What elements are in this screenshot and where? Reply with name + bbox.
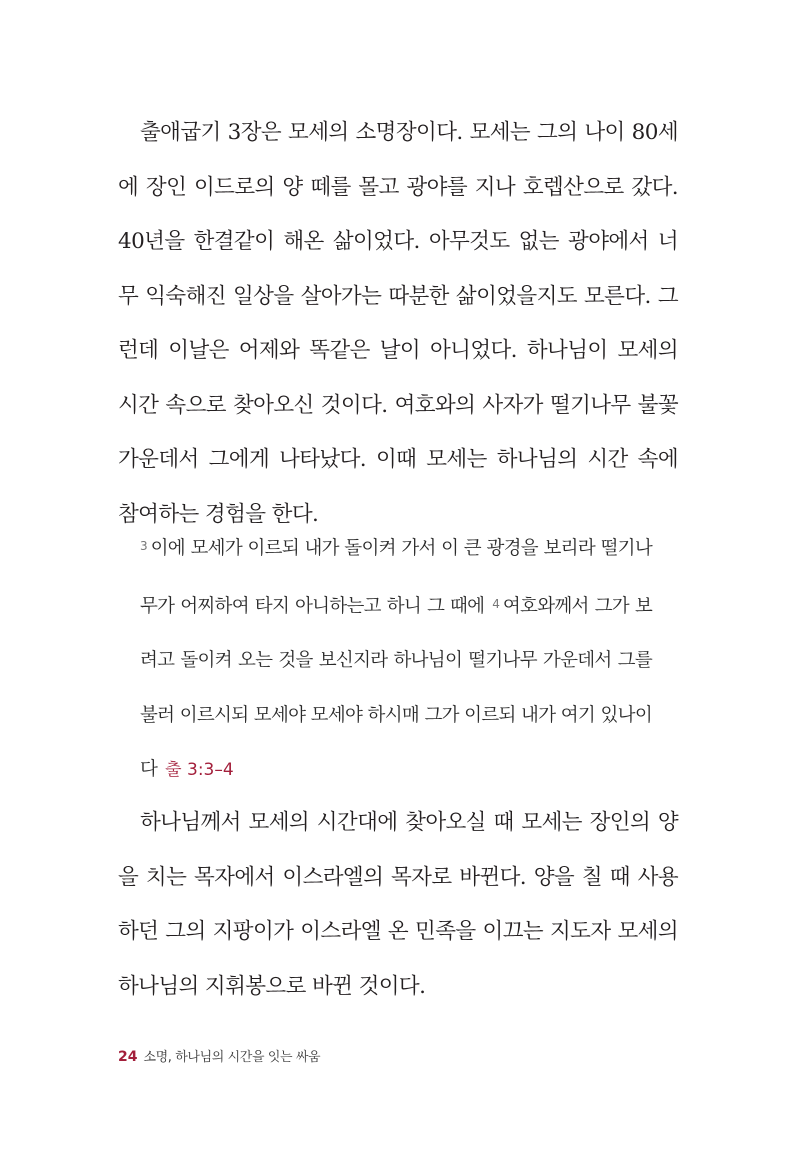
body-paragraph-2	[118, 796, 678, 1014]
body-paragraph-1-text: 출애굽기 3장은 모세의 소명장이다. 모세는 그의 나이 80세에 장인 이드로의 양 떼를 몰고 광야를 지나 호렙산으로 갔다. 40년을 한결같이 해온 삶이었다. 아무것도 없는 광야에서 너무 익숙해진 일상을 살아가는 따분한 삶이었을지도 모른다. 그런데 이날은 어제와 똑같은 날이 아니었다. 하나님이 모세의 시간 속으로 찾아오신 것이다. 여호와의 사자가 떨기나무 불꽃 가운데서 그에게 나타났다. 이때 모세는 하나님의 시간 속에 참여하는 경험을 한다.	[118, 120, 678, 527]
verse-text-4: 여호와께서 그가 보려고 돌이켜 오는 것을 보신지라 하나님이 떨기나무 가운데서 그를 불러 이르시되 모세야 모세야 하시매 그가 이르되 내가 여기 있나이다	[140, 595, 652, 780]
body-paragraph-1	[118, 106, 678, 542]
body-paragraph-2-text: 하나님께서 모세의 시간대에 찾아오실 때 모세는 장인의 양을 치는 목자에서 이스라엘의 목자로 바뀐다. 양을 칠 때 사용하던 그의 지팡이가 이스라엘 온 민족을 이끄는 지도자 모세의 하나님의 지휘봉으로 바뀐 것이다.	[118, 810, 678, 999]
page-number: 24	[118, 1049, 138, 1065]
scripture-quote	[140, 519, 652, 798]
running-title: 소명, 하나님의 시간을 잇는 싸움	[143, 1050, 321, 1065]
scripture-reference: 출 3:3–4	[165, 760, 234, 780]
verse-text-3: 이에 모세가 이르되 내가 돌이켜 가서 이 큰 광경을 보리라 떨기나무가 어찌하여 타지 아니하는고 하니 그 때에	[140, 538, 652, 617]
page-footer	[118, 1046, 320, 1065]
verse-number-4: 4	[492, 596, 500, 611]
verse-number-3: 3	[140, 539, 148, 553]
